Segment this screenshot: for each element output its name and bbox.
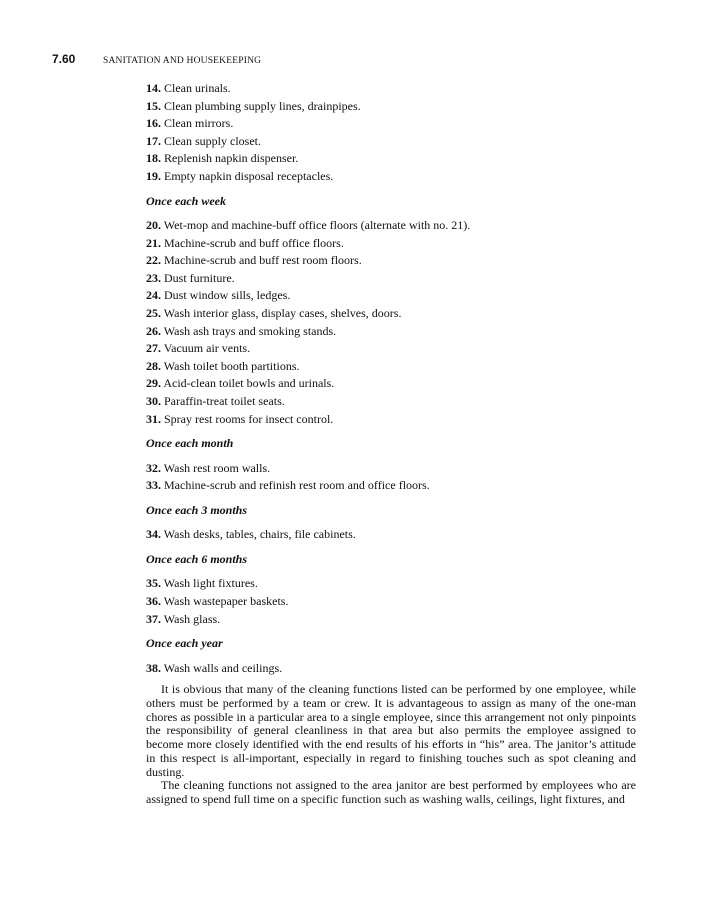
item-text: Replenish napkin dispenser. xyxy=(164,151,299,166)
item-number: 37. xyxy=(146,611,161,626)
list-item xyxy=(146,252,636,270)
item-number: 29. xyxy=(146,376,161,391)
item-number: 14. xyxy=(146,81,161,95)
list-item xyxy=(146,305,636,323)
item-number: 27. xyxy=(146,341,161,356)
item-text: Empty napkin disposal receptacles. xyxy=(164,168,334,183)
list-item xyxy=(146,593,636,611)
list-item xyxy=(146,526,636,544)
item-text: Wash glass. xyxy=(163,611,221,626)
section-title: Once each week xyxy=(146,193,226,208)
item-text: Clean mirrors. xyxy=(164,116,234,131)
item-number: 35. xyxy=(146,576,161,591)
list-item xyxy=(146,150,636,168)
item-number: 15. xyxy=(146,98,161,113)
item-text: Wash desks, tables, chairs, file cabinets. xyxy=(163,527,356,542)
item-number: 18. xyxy=(146,151,161,166)
body-text xyxy=(146,683,636,806)
section-title: Once each 6 months xyxy=(146,551,248,566)
page-content xyxy=(146,80,636,807)
item-number: 32. xyxy=(146,460,161,475)
item-number: 20. xyxy=(146,218,161,233)
list-item xyxy=(146,133,636,151)
item-text: Wet-mop and machine-buff office floors (alternate with no. 21). xyxy=(163,218,471,233)
item-text: Vacuum air vents. xyxy=(163,341,251,356)
list-item xyxy=(146,235,636,253)
item-text: Wash walls and ceilings. xyxy=(163,660,283,675)
item-number: 36. xyxy=(146,594,161,609)
list-item xyxy=(146,375,636,393)
list-item xyxy=(146,411,636,429)
list-item xyxy=(146,660,636,678)
section-title: Once each 3 months xyxy=(146,502,248,517)
paragraph: It is obvious that many of the cleaning functions listed can be performed by one employee, while others must be performed by a team or crew. It is advantageous to assign as many of the one-man chores as possible in a particular area to a single employee, since this arrangement not only pinpoints the responsibility of general cleanliness in that area but also permits the employee assigned to become more closely identified with the end results of his efforts in “his” area. The janitor’s attitude in this respect is all-important, especially in regard to finishing touches such as spot cleaning and dusting. xyxy=(146,682,636,779)
section-semiannual xyxy=(146,551,636,628)
list-item xyxy=(146,98,636,116)
page-header xyxy=(52,52,261,66)
list-item xyxy=(146,477,636,495)
list-item xyxy=(146,287,636,305)
item-text: Spray rest rooms for insect control. xyxy=(164,411,334,426)
item-text: Clean plumbing supply lines, drainpipes. xyxy=(164,98,361,113)
item-number: 23. xyxy=(146,270,161,285)
item-text: Machine-scrub and buff office floors. xyxy=(164,235,344,250)
list-item xyxy=(146,460,636,478)
list-item xyxy=(146,80,636,98)
item-text: Dust furniture. xyxy=(164,270,235,285)
item-number: 22. xyxy=(146,253,161,268)
item-text: Wash toilet booth partitions. xyxy=(163,358,300,373)
item-text: Clean urinals. xyxy=(164,81,231,95)
item-text: Machine-scrub and buff rest room floors. xyxy=(164,253,362,268)
list-item xyxy=(146,323,636,341)
item-number: 33. xyxy=(146,478,161,493)
running-title: SANITATION AND HOUSEKEEPING xyxy=(103,56,262,66)
list-item xyxy=(146,575,636,593)
section-yearly xyxy=(146,635,636,677)
item-text: Wash rest room walls. xyxy=(163,460,271,475)
item-text: Acid-clean toilet bowls and urinals. xyxy=(163,376,335,391)
item-number: 30. xyxy=(146,394,161,408)
item-number: 28. xyxy=(146,358,161,373)
item-number: 21. xyxy=(146,235,161,250)
item-number: 16. xyxy=(146,116,161,131)
item-text: Wash interior glass, display cases, shelves, doors. xyxy=(163,306,402,321)
item-number: 38. xyxy=(146,660,161,675)
section-quarterly xyxy=(146,502,636,544)
item-number: 25. xyxy=(146,306,161,321)
list-item xyxy=(146,270,636,288)
item-number: 17. xyxy=(146,133,161,148)
item-text: Machine-scrub and refinish rest room and office floors. xyxy=(164,478,430,493)
item-text: Wash wastepaper baskets. xyxy=(163,594,289,609)
item-text: Clean supply closet. xyxy=(164,133,261,148)
item-number: 26. xyxy=(146,323,161,338)
list-item xyxy=(146,358,636,376)
paragraph: The cleaning functions not assigned to the area janitor are best performed by employees who are assigned to spend full time on a specific function such as washing walls, ceilings, light fixtures, and xyxy=(146,778,636,806)
item-text: Dust window sills, ledges. xyxy=(164,288,291,303)
list-item xyxy=(146,393,636,411)
list-item xyxy=(146,115,636,133)
initial-list xyxy=(146,80,636,186)
item-text: Wash ash trays and smoking stands. xyxy=(163,323,337,338)
item-text: Wash light fixtures. xyxy=(163,576,258,591)
item-number: 24. xyxy=(146,288,161,303)
item-text: Paraffin-treat toilet seats. xyxy=(164,394,285,408)
item-number: 31. xyxy=(146,411,161,426)
section-monthly xyxy=(146,435,636,495)
section-title: Once each month xyxy=(146,436,234,451)
item-number: 34. xyxy=(146,527,161,542)
section-weekly xyxy=(146,193,636,429)
list-item xyxy=(146,217,636,235)
section-title: Once each year xyxy=(146,636,223,651)
list-item xyxy=(146,168,636,186)
list-item xyxy=(146,611,636,629)
list-item xyxy=(146,340,636,358)
page-number: 7.60 xyxy=(52,52,76,66)
item-number: 19. xyxy=(146,168,161,183)
